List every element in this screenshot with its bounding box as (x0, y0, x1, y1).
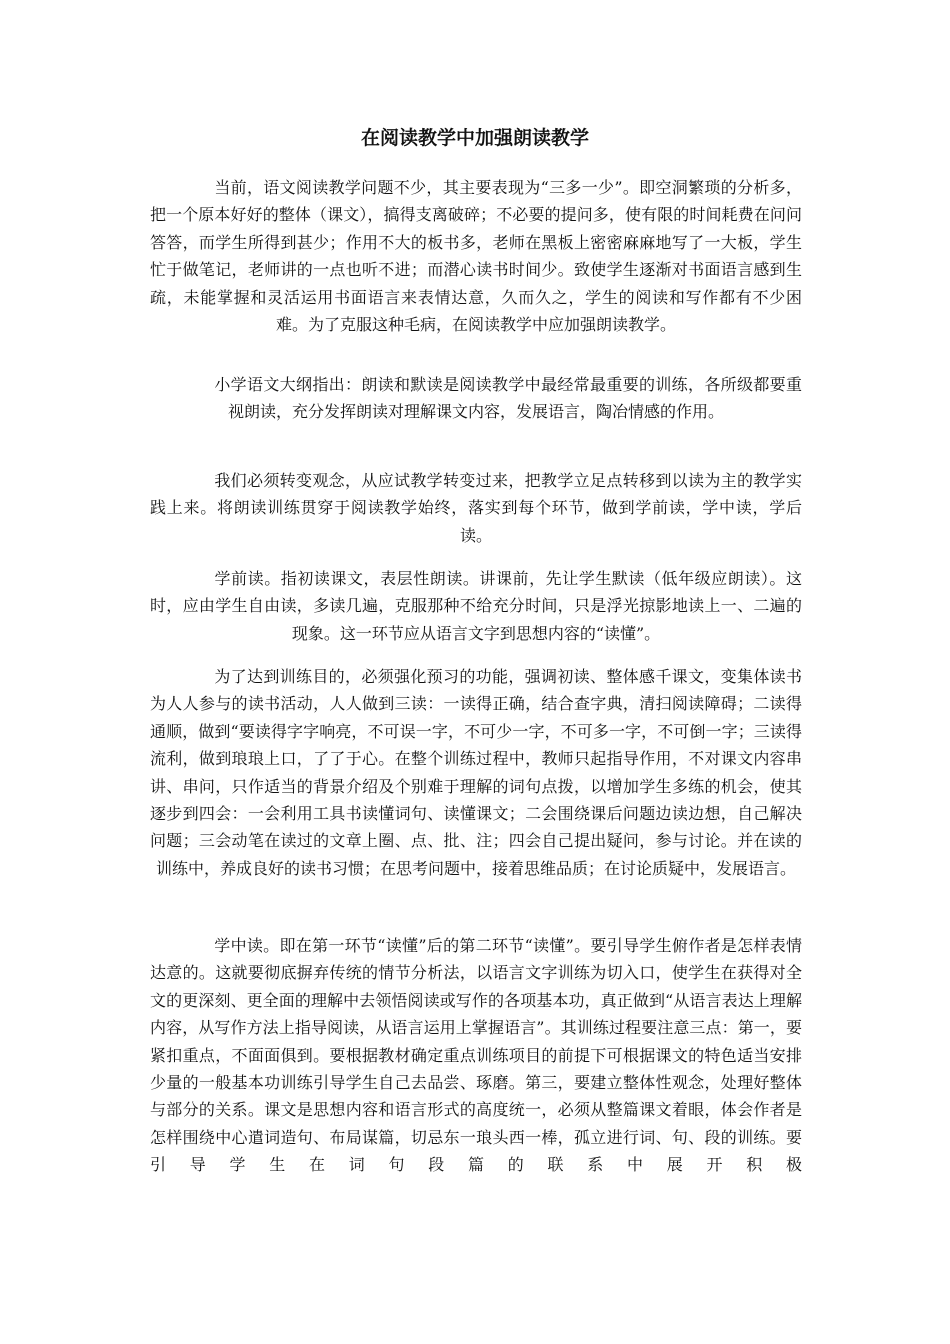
paragraph-text: 学中读。即在第一环节“读懂”后的第二环节“读懂”。要引导学生俯作者是怎样表情达意的。这就要彻底摒弃传统的情节分析法，以语言文字训练为切入口，使学生在获得对全文的更深刻、更全面的理解中去领悟阅读或写作的各项基本功，真正做到“从语言表达上理解内容，从写作方法上指导阅读，从语言运用上掌握语言”。其训练过程要注意三点：第一，要紧扣重点，不面面俱到。要根据教材确定重点训练项目的前提下可根据课文的特色适当安排少量的一般基本功训练引导学生自己去品尝、琢磨。第三，要建立整体性观念，处理好整体与部分的关系。课文是思想内容和语言形式的高度统一，必须从整篇课文着眼，体会作者是怎样围绕中心遣词造句、布局谋篇，切忌东一琅头西一棒，孤立进行词、句、段的训练。要引导学生在词句段篇的联系中展开积极 (150, 936, 802, 1175)
paragraph (150, 663, 802, 882)
document-title: 在阅读教学中加强朗读教学 (360, 127, 589, 149)
paragraph (150, 174, 802, 338)
paragraph-text: 学前读。指初读课文，表层性朗读。讲课前，先让学生默读（低年级应朗读）。这时，应由学生自由读，多读几遍，克服那种不给充分时间，只是浮光掠影地读上一、二遍的现象。这一环节应从语言文字到思想内容的“读懂”。 (150, 569, 802, 643)
paragraph-text: 小学语文大纲指出：朗读和默读是阅读教学中最经常最重要的训练，各所级都要重视朗读，充分发挥朗读对理解课文内容，发展语言，陶冶情感的作用。 (214, 375, 802, 422)
paragraph (150, 371, 802, 426)
paragraph-text: 为了达到训练目的，必须强化预习的功能，强调初读、整体感千课文，变集体读书为人人参与的读书活动，人人做到三读：一读得正确，结合查字典，清扫阅读障碍；二读得通顺，做到“要读得字字响亮，不可误一字，不可少一字，不可多一字，不可倒一字；三读得流利，做到琅琅上口，了了于心。在整个训练过程中，教师只起指导作用，不对课文内容串讲、串问，只作适当的背景介绍及个别难于理解的词句点拨，以增加学生多练的机会，使其逐步到四会：一会利用工具书读懂词句、读懂课文；二会围绕课后问题边读边想，自己解决问题；三会动笔在读过的文章上圈、点、批、注；四会自己提出疑问，参与讨论。并在读的训练中，养成良好的读书习惯；在思考问题中，接着思维品质；在讨论质疑中，发展语言。 (150, 667, 802, 878)
paragraph-text: 当前，语文阅读教学问题不少，其主要表现为“三多一少”。即空洞繁琐的分析多，把一个原本好好的整体（课文），搞得支离破碎；不必要的提问多，使有限的时间耗费在问问答答，而学生所得到甚少；作用不大的板书多，老师在黑板上密密麻麻地写了一大板，学生忙于做笔记，老师讲的一点也听不进；而潜心读书时间少。致使学生逐渐对书面语言感到生疏，未能掌握和灵活运用书面语言来表情达意，久而久之，学生的阅读和写作都有不少困难。为了克服这种毛病，在阅读教学中应加强朗读教学。 (150, 178, 802, 335)
paragraph-text: 我们必须转变观念，从应试教学转变过来，把教学立足点转移到以读为主的教学实践上来。将朗读训练贯穿于阅读教学始终，落实到每个环节，做到学前读，学中读，学后读。 (150, 471, 802, 545)
paragraph (150, 565, 802, 647)
paragraph (150, 467, 802, 549)
paragraph (150, 932, 802, 1179)
